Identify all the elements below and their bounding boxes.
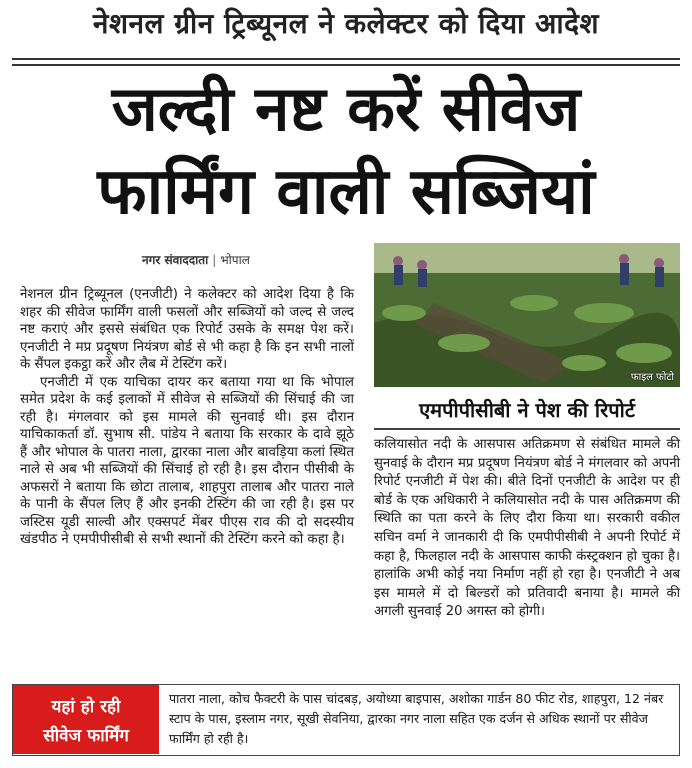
- news-photo: [374, 243, 680, 387]
- factbox: [12, 684, 680, 756]
- sidebar-divider: [374, 428, 680, 430]
- sidebar-text: कलियासोत नदी के आसपास अतिक्रमण से संबंधित मामले की सुनवाई के दौरान मप्र प्रदूषण नियंत्रण बोर्ड ने मंगलवार को अपनी रिपोर्ट एनजीटी में पेश की। बीते दिनों एनजीटी के आदेश पर ही बोर्ड के एक अधिकारी ने कलियासोत नदी के पास अतिक्रमण की स्थिति का पता करने के लिए दौरा किया था। सरकारी वकील सचिन वर्मा ने जानकारी दी कि एमपीपीसीबी ने अपनी रिपोर्ट में कहा है, फिलहाल नदी के आसपास काफी कंस्ट्रक्शन हो चुका है। हालांकि अभी कोई नया निर्माण नहीं हो रहा है। एनजीटी ने अब इस मामले में दो बिल्डरों को प्रतिवादी बनाया है। मामले की अगली सुनवाई 20 अगस्त को होगी।: [374, 437, 680, 620]
- sidebar-heading: एमपीपीसीबी ने पेश की रिपोर्ट: [419, 398, 635, 422]
- factbox-label-line-2: सीवेज फार्मिंग: [43, 726, 129, 746]
- photo-credit: फाइल फोटो: [630, 372, 674, 383]
- byline: नगर संवाददाता | भोपाल: [142, 253, 250, 267]
- headline-line-2: फार्मिंग वाली सब्जियां: [97, 155, 595, 229]
- article-paragraph-1: नेशनल ग्रीन ट्रिब्यूनल (एनजीटी) ने कलेक्टर को आदेश दिया है कि शहर की सीवेज फार्मिंग वाली फसलों और सब्जियों को जल्द से जल्द नष्ट कराएं और इससे संबंधित एक रिपोर्ट उसके के समक्ष पेश करें। एनजीटी ने मप्र प्रदूषण नियंत्रण बोर्ड से भी कहा है कि इन सभी नालों के सैंपल इकट्ठा करें और लैब में टेस्टिंग करें।: [20, 287, 354, 372]
- top-divider-2: [12, 64, 680, 66]
- top-divider: [12, 58, 680, 60]
- factbox-text: पातरा नाला, कोच फैक्टरी के पास चांदबड़, अयोध्या बाइपास, अशोका गार्डन 80 फीट रोड, शाहपुरा, 12 नंबर स्टाप के पास, इस्लाम नगर, सूखी सेवनिया, द्वारका नगर नाला सहित एक दर्जन से अधिक स्थानों पर सीवेज फार्मिंग हो रही है।: [169, 691, 664, 746]
- photo-illustration: [374, 243, 680, 387]
- byline-reporter: नगर संवाददाता: [142, 253, 209, 267]
- article-body: [20, 286, 354, 549]
- factbox-label: [13, 685, 159, 754]
- factbox-label-line-1: यहां हो रही: [51, 697, 121, 717]
- kicker-headline: नेशनल ग्रीन ट्रिब्यूनल ने कलेक्टर को दिया आदेश: [92, 7, 600, 40]
- byline-city: भोपाल: [220, 253, 250, 267]
- article-paragraph-2: एनजीटी में एक याचिका दायर कर बताया गया था कि भोपाल समेत प्रदेश के कई इलाकों में सीवेज से सब्जियों की सिंचाई की जा रही है। मंगलवार को इस मामले की सुनवाई थी। इस दौरान याचिकाकर्ता डॉ. सुभाष सी. पांडेय ने बताया कि सरकार के दावे झूठे हैं और भोपाल के पातरा नाला, द्वारका नाला और बावड़िया कलां स्थित नाले से अब भी सब्जियों की सिंचाई हो रही है। इस दौरान पीसीबी के अफसरों ने बताया कि छोटा तालाब, शाहपुरा तालाब और पातरा नाले के पानी के सैंपल लिए हैं और इनकी टेस्टिंग की जा रही है। इस पर जस्टिस यूडी साल्वी और एक्सपर्ट मेंबर पीएस राव की दो सदस्यीय खंडपीठ ने एमपीपीसीबी से सभी स्थानों की टेस्टिंग करने को कहा है।: [20, 374, 354, 547]
- headline-line-1: जल्दी नष्ट करें सीवेज: [111, 72, 581, 145]
- sidebar-body: [374, 436, 680, 622]
